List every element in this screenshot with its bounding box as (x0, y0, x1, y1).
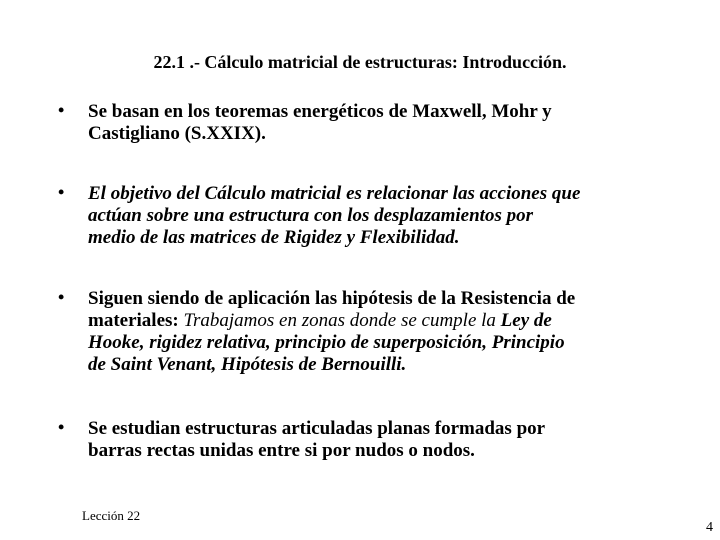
bullet-4-line-2: barras rectas unidas entre si por nudos o nodos. (88, 440, 475, 461)
bullet-2-dot: • (58, 182, 65, 202)
bullet-3-line-2c: Ley de (500, 310, 552, 331)
bullet-3-line-4: de Saint Venant, Hipótesis de Bernouilli. (88, 354, 407, 375)
bullet-3-line-2 (88, 310, 688, 332)
bullet-3-text (88, 288, 688, 376)
bullet-3-line-2a: materiales: (88, 310, 184, 331)
bullet-3-line-3: Hooke, rigidez relativa, principio de superposición, Principio (88, 332, 565, 353)
bullet-4-dot: • (58, 417, 65, 437)
bullet-2-text (88, 183, 688, 249)
bullet-2-line-1: El objetivo del Cálculo matricial es relacionar las acciones que (88, 183, 581, 204)
bullet-2-line-2: actúan sobre una estructura con los desplazamientos por (88, 205, 533, 226)
page-number: 4 (706, 520, 713, 535)
page-title: 22.1 .- Cálculo matricial de estructuras: Introducción. (153, 52, 567, 72)
bullet-3-line-2b: Trabajamos en zonas donde se cumple la (183, 310, 501, 331)
bullet-2-line-3: medio de las matrices de Rigidez y Flexibilidad. (88, 227, 460, 248)
bullet-1-line-1: Se basan en los teoremas energéticos de Maxwell, Mohr y (88, 101, 552, 122)
bullet-4-line-1: Se estudian estructuras articuladas planas formadas por (88, 418, 546, 439)
bullet-3-line-1: Siguen siendo de aplicación las hipótesis de la Resistencia de (88, 288, 576, 309)
bullet-1-dot: • (58, 100, 65, 120)
bullet-1-text (88, 101, 688, 145)
bullet-1-line-2: Castigliano (S.XXIX). (88, 123, 266, 144)
lesson-label: Lección 22 (82, 508, 141, 523)
bullet-4-text (88, 418, 688, 462)
bullet-3-dot: • (58, 287, 65, 307)
